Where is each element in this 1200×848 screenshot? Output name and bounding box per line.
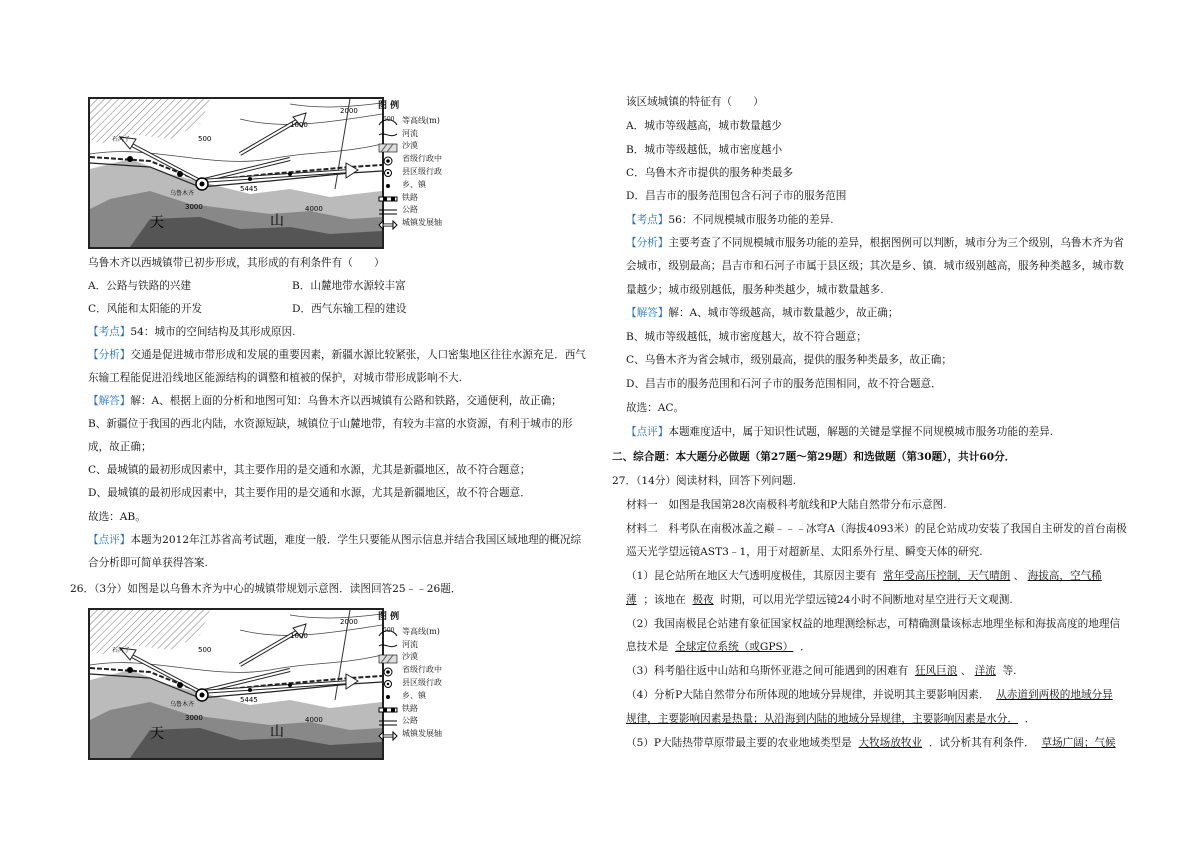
legend-item	[378, 728, 442, 741]
legend-item	[378, 677, 442, 690]
q26-jieda-4: D、昌吉市的服务范围和石河子市的服务范围相同，故不符合题意．	[626, 378, 942, 390]
map-label-urumqi: 乌鲁木齐	[170, 190, 195, 197]
map-label-3000: 3000	[185, 714, 203, 722]
town-icon	[378, 692, 398, 700]
q27-part-5: （5）P大陆热带草原带最主要的农业地域类型是 大牧场放牧业 ．试分析其有利条件． 草场广阔；气候	[626, 737, 1116, 749]
map-label-1000: 1000	[290, 121, 308, 129]
legend-item	[378, 153, 442, 166]
legend-label: 县区级行政	[402, 166, 442, 176]
q25-jieda-5: D、最城镇的最初形成因素中，其主要作用的是交通和水源，尤其是新疆地区，故不符合题意．	[88, 487, 531, 499]
q25-option-a: A．公路与铁路的兴建	[88, 280, 191, 292]
contour-icon	[378, 117, 398, 125]
legend-label: 省级行政中	[402, 665, 442, 675]
development-axis-icon	[378, 220, 398, 228]
legend-label: 县区级行政	[402, 677, 442, 687]
legend-item	[378, 128, 442, 141]
legend-label: 等高线(m)	[402, 626, 440, 636]
map-label-shan: 山	[270, 724, 284, 740]
legend-label: 公路	[402, 205, 418, 215]
section-2-heading: 二、综合题：本大题分必做题（第27题～第29题）和选做题（第30题），共计60分．	[612, 451, 1016, 463]
q26-option-c: C．乌鲁木齐市提供的服务种类最多	[626, 167, 794, 179]
map-label-2000: 2000	[340, 107, 358, 115]
legend-label: 河流	[402, 639, 418, 649]
legend-item	[378, 179, 442, 192]
county-center-icon	[378, 679, 398, 687]
q25-jieda-4: C、最城镇的最初形成因素中，其主要作用的是交通和水源，尤其是新疆地区，故不符合题意；	[88, 464, 531, 476]
q25-dianping-2: 合分析即可简单获得答案.	[88, 557, 208, 569]
q27-part-2b: 息技术是 全球定位系统（或GPS） ．	[626, 641, 811, 653]
contour-icon	[378, 628, 398, 636]
provincial-center-icon	[378, 667, 398, 675]
q25-jieda-3: 成，故正确；	[88, 441, 152, 453]
map-figure-2	[88, 608, 384, 760]
map-label-3000: 3000	[185, 203, 203, 211]
map-label-500: 500	[198, 646, 212, 654]
q26-kaodian: 【考点】56：不同规模城市服务功能的差异.	[626, 214, 834, 226]
q26-jieda-2: B、城市等级越低，城市密度越大，故不符合题意；	[626, 331, 867, 343]
legend-label: 城镇发展轴	[402, 218, 442, 228]
map-label-shihezi: 石河子	[112, 647, 131, 654]
legend-label: 铁路	[402, 703, 418, 713]
legend-item	[378, 192, 442, 205]
provincial-center-icon	[378, 156, 398, 164]
q25-kaodian: 【考点】54：城市的空间结构及其形成原因.	[88, 326, 296, 338]
map-figure-1	[88, 97, 384, 249]
q25-option-b: B．山麓地带水源较丰富	[292, 280, 406, 292]
map-label-tian: 天	[150, 726, 164, 742]
legend-label: 乡、镇	[402, 179, 426, 189]
q26-option-b: B．城市等级越低，城市密度越小	[626, 144, 783, 156]
legend-item	[378, 703, 442, 716]
map-label-5445: 5445	[240, 185, 258, 193]
map-label-4000: 4000	[305, 205, 323, 213]
highway-icon	[378, 207, 398, 215]
legend-label: 公路	[402, 716, 418, 726]
q25-option-c: C．风能和太阳能的开发	[88, 303, 203, 315]
q27-material-1: 材料一 如图是我国第28次南极科考航线和P大陆自然带分布示意图.	[626, 499, 947, 511]
legend-label: 等高线(m)	[402, 115, 440, 125]
q25-fenxi-2: 东输工程能促进沿线地区能源结构的调整和植被的保护，对城市带形成影响不大.	[88, 372, 463, 384]
legend-label: 乡、镇	[402, 690, 426, 700]
legend-item	[378, 217, 442, 230]
desert-icon	[378, 143, 398, 151]
q27-part-4a: （4）分析P大陆自然带分布所体现的地域分异规律，并说明其主要影响因素． 从赤道到两极的地域分异	[626, 689, 1113, 701]
legend-label: 河流	[402, 128, 418, 138]
legend-item	[378, 166, 442, 179]
map-label-shihezi: 石河子	[112, 136, 131, 143]
legend-label: 城镇发展轴	[402, 729, 442, 739]
legend-label: 沙漠	[402, 141, 418, 151]
legend-item	[378, 664, 442, 677]
legend-item	[378, 651, 442, 664]
railway-icon	[378, 194, 398, 202]
q27-material-2a: 材料二 科考队在南极冰盖之巅﹣﹣﹣冰穹A（海拔4093米）的昆仑站成功安装了我国自主研发的首台南极	[626, 523, 1127, 535]
q25-dianping-1: 【点评】本题为2012年江苏省高考试题，难度一般．学生只要能从图示信息并结合我国区域地理的概况综	[88, 534, 582, 546]
map-label-urumqi: 乌鲁木齐	[170, 701, 195, 708]
desert-icon	[378, 654, 398, 662]
q26-jieda-1: 【解答】解：A、城市等级越高，城市数量越少，故正确；	[626, 307, 899, 319]
river-icon	[378, 641, 398, 649]
county-center-icon	[378, 168, 398, 176]
q25-fenxi-1: 【分析】交通是促进城市带形成和发展的重要因素，新疆水源比较紧张，人口密集地区往往水源充足．西气	[88, 349, 586, 361]
q25-jieda-1: 【解答】解：A、根据上面的分析和地图可知：乌鲁木齐以西城镇有公路和铁路，交通便利，故正确；	[88, 395, 562, 407]
legend-label: 省级行政中	[402, 154, 442, 164]
map-label-5445: 5445	[240, 696, 258, 704]
q26-stem-2: 该区域城镇的特征有（ ）	[626, 96, 764, 108]
q25-jieda-2: B、新疆位于我国的西北内陆，水资源短缺，城镇位于山麓地带，有较为丰富的水资源，有利于城市的形	[88, 418, 573, 430]
q27-part-2a: （2）我国南极昆仑站建有象征国家权益的地理测绘标志，可精确测量该标志地理坐标和海拔高度的地理信	[626, 618, 1121, 630]
legend-item	[378, 715, 442, 728]
legend-item	[378, 639, 442, 652]
q27-part-1b: 薄 ；该地在 极夜 时期，可以用光学望远镜24小时不间断地对星空进行天文观测.	[626, 594, 1013, 606]
map-label-2000: 2000	[340, 618, 358, 626]
map-label-4000: 4000	[305, 716, 323, 724]
map-label-1000: 1000	[290, 632, 308, 640]
legend-label: 铁路	[402, 192, 418, 202]
legend-contour-value: 500	[383, 627, 395, 635]
q26-stem: 26．（3分）如图是以乌鲁木齐为中心的城镇带规划示意图．读图回答25﹣﹣26题．	[70, 583, 462, 595]
q26-dianping: 【点评】本题难度适中，属于知识性试题，解题的关键是掌握不同规模城市服务功能的差异.	[626, 426, 1054, 438]
legend-item	[378, 115, 442, 128]
q26-answer: 故选：AC。	[626, 402, 685, 414]
map-label-tian: 天	[150, 215, 164, 231]
legend-item	[378, 204, 442, 217]
legend-item	[378, 690, 442, 703]
town-icon	[378, 181, 398, 189]
q27-part-3: （3）科考船往返中山站和乌斯怀亚港之间可能遇到的困难有 狂风巨浪 、 洋流 等.	[626, 665, 1017, 677]
q26-fenxi-2: 会城市，级别最高；昌吉市和石河子市属于县区级；其次是乡、镇．城市级别越高，服务种类越多，城市数	[626, 260, 1124, 272]
legend-label: 沙漠	[402, 652, 418, 662]
highway-icon	[378, 718, 398, 726]
map-legend-2	[378, 611, 442, 741]
q26-option-d: D．昌吉市的服务范围包含石河子市的服务范围	[626, 190, 847, 202]
legend-title: 图 例	[378, 612, 400, 622]
map-drawing	[90, 99, 382, 247]
q27-part-1a: （1）昆仑站所在地区大气透明度极佳，其原因主要有 常年受高压控制，天气晴朗 、 海拔高，空气稀	[626, 570, 1102, 582]
q25-answer: 故选：AB。	[88, 511, 146, 523]
q26-option-a: A．城市等级越高，城市数量越少	[626, 120, 782, 132]
map-label-shan: 山	[270, 213, 284, 229]
q26-fenxi-1: 【分析】主要考查了不同规模城市服务功能的差异，根据图例可以判断，城市分为三个级别，乌鲁木齐为省	[626, 237, 1124, 249]
legend-item	[378, 626, 442, 639]
map-label-500: 500	[198, 135, 212, 143]
q26-fenxi-3: 量越少；城市级别越低，服务种类越少，城市数量越多.	[626, 284, 884, 296]
q26-jieda-3: C、乌鲁木齐为省会城市，级别最高，提供的服务种类最多，故正确；	[626, 354, 952, 366]
legend-item	[378, 140, 442, 153]
q25-option-d: D．西气东输工程的建设	[292, 303, 407, 315]
map-drawing	[90, 610, 382, 758]
q25-stem: 乌鲁木齐以西城镇带已初步形成，其形成的有利条件有（ ）	[88, 257, 385, 269]
q27-part-4b: 规律，主要影响因素是热量；从沿海到内陆的地域分异规律，主要影响因素是水分． ．	[626, 713, 1036, 725]
river-icon	[378, 130, 398, 138]
development-axis-icon	[378, 731, 398, 739]
map-legend-1	[378, 100, 442, 230]
q27-stem: 27．（14分）阅读材料，回答下列问题.	[612, 475, 796, 487]
railway-icon	[378, 705, 398, 713]
legend-title: 图 例	[378, 101, 400, 111]
q27-material-2b: 巡天光学望远镜AST3﹣1，用于对超新星、太阳系外行星、瞬变天体的研究.	[626, 546, 983, 558]
legend-contour-value: 500	[383, 116, 395, 124]
